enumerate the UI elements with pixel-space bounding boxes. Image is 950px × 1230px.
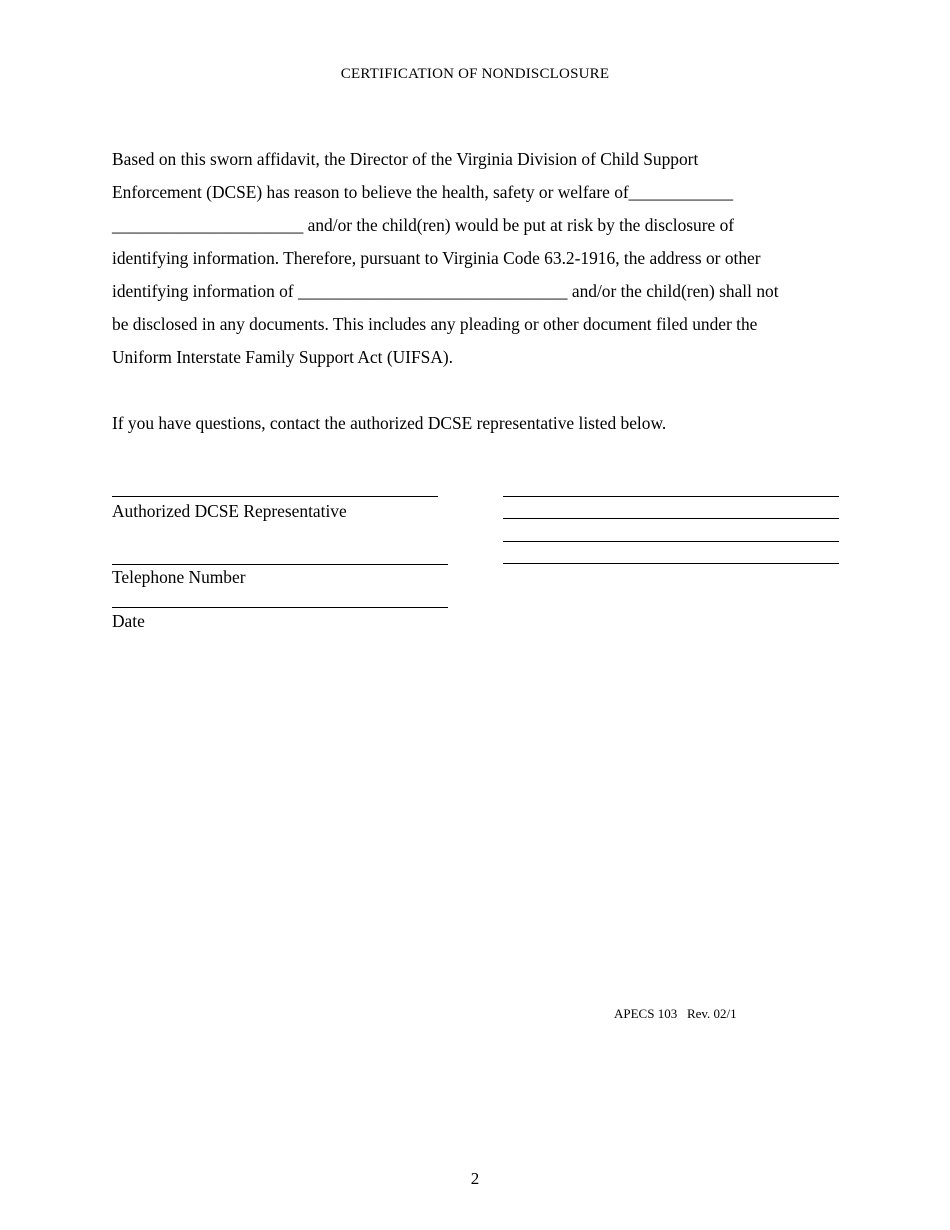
form-code: APECS 103 Rev. 02/1: [614, 1006, 737, 1021]
address-line: [503, 541, 839, 542]
paragraph-line: ______________________ and/or the child(ren) would be put at risk by the disclosure of: [112, 215, 735, 235]
address-line: [503, 496, 839, 497]
page-number: 2: [470, 1169, 480, 1188]
date-label: Date: [112, 611, 145, 631]
paragraph-line: Enforcement (DCSE) has reason to believe the health, safety or welfare of____________: [112, 182, 734, 202]
paragraph-line: Based on this sworn affidavit, the Director of the Virginia Division of Child Support: [112, 149, 699, 169]
telephone-line: [112, 564, 448, 565]
contact-paragraph: If you have questions, contact the authorized DCSE representative listed below.: [112, 413, 667, 433]
address-line: [503, 563, 839, 564]
paragraph-line: identifying information. Therefore, pursuant to Virginia Code 63.2-1916, the address or other: [112, 248, 761, 268]
date-line: [112, 607, 448, 608]
representative-signature-line: [112, 496, 438, 497]
paragraph-line: be disclosed in any documents. This includes any pleading or other document filed under the: [112, 314, 758, 334]
representative-label: Authorized DCSE Representative: [112, 501, 347, 521]
document-title: CERTIFICATION OF NONDISCLOSURE: [340, 66, 610, 82]
paragraph-line: Uniform Interstate Family Support Act (UIFSA).: [112, 347, 454, 367]
telephone-label: Telephone Number: [112, 567, 246, 587]
paragraph-line: identifying information of _______________________________ and/or the child(ren) shall not: [112, 281, 779, 301]
affidavit-paragraph: [112, 143, 852, 374]
address-line: [503, 518, 839, 519]
